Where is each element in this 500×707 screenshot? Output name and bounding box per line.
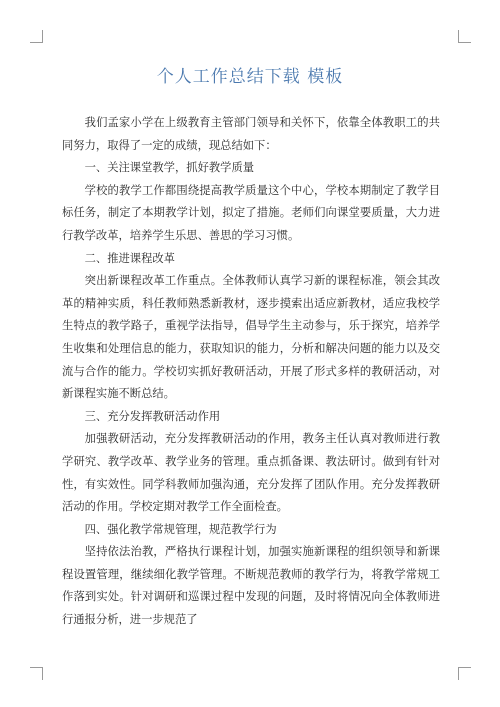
section-paragraph-1: 学校的教学工作都围绕提高教学质量这个中心，学校本期制定了教学目标任务，制定了本期教学计划，拟定了措施。老师们向课堂要质量，大力进行教学改革，培养学生乐思、善思的学习习惯。 [62,183,440,242]
section-heading-4: 四、强化教学常规管理，规范教学行为 [84,522,277,536]
section-heading-1: 一、关注课堂教学，抓好教学质量 [84,161,255,175]
section-heading-2: 二、推进课程改革 [84,251,175,265]
crop-mark-bottom-right [458,667,471,680]
document-body [62,112,440,632]
section-heading-3: 三、充分发挥教研活动作用 [84,409,221,423]
crop-mark-bottom-left [30,667,43,680]
section-paragraph-2: 突出新课程改革工作重点。全体教师认真学习新的课程标准，领会其改革的精神实质，科任教师熟悉新教材，逐步摸索出适应新教材，适应我校学生特点的教学路子，重视学法指导，倡导学生主动参与，乐于探究，培养学生收集和处理信息的能力，获取知识的能力，分析和解决问题的能力以及交流与合作的能力。学校切实抓好教研活动，开展了形式多样的教研活动，对新课程实施不断总结。 [62,274,440,401]
crop-mark-top-left [30,30,43,43]
section-paragraph-3: 加强教研活动，充分发挥教研活动的作用，教务主任认真对教师进行教学研究、教学改革、教学业务的管理。重点抓备课、教法研讨。做到有针对性，有实效性。同学科教师加强沟通，充分发挥了团队作用。充分发挥教研活动的作用。学校定期对教学工作全面检查。 [62,432,440,514]
intro-paragraph: 我们孟家小学在上级教育主管部门领导和关怀下，依靠全体教职工的共同努力，取得了一定的成绩，现总结如下： [62,116,440,152]
crop-mark-top-right [458,30,471,43]
section-paragraph-4: 坚持依法治教，严格执行课程计划，加强实施新课程的组织领导和新课程设置管理，继续细化教学管理。不断规范教师的教学行为，将教学常规工作落到实处。针对调研和巡课过程中发现的问题，及时将情况向全体教师进行通报分析，进一步规范了 [62,545,440,627]
document-title: 个人工作总结下载 模板 [156,67,344,87]
